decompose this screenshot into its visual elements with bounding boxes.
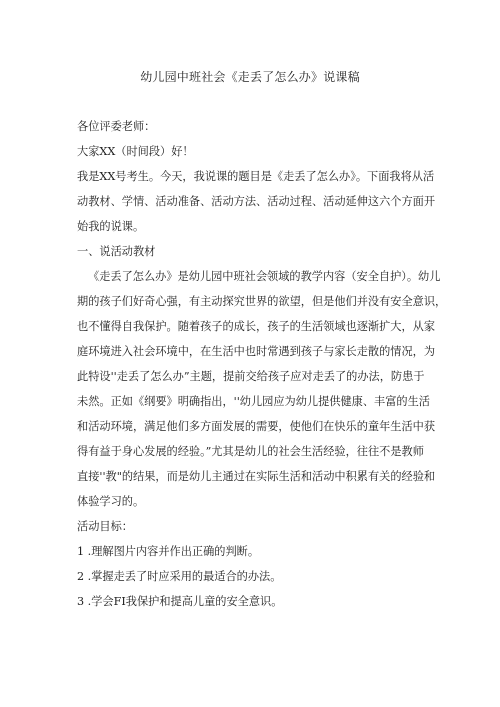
intro-line: 始我的说课。 <box>77 220 145 233</box>
intro-paragraph <box>77 164 436 239</box>
intro-line: 我是XX号考生。今天，我说课的题目是《走丢了怎么办》。下面我将从活 <box>77 170 435 183</box>
section-line: 也不懂得自我保护。随着孩子的成长，孩子的生活领域也逐渐扩大，从家 <box>77 320 436 333</box>
section-heading: 一、说活动教材 <box>77 245 156 258</box>
section-line: 和活动环境，满足他们多方面发展的需要，使他们在快乐的童年生活中获 <box>77 420 436 433</box>
section-line: 体验学习的。 <box>77 495 145 508</box>
document-title: 幼儿园中班社会《走丢了怎么办》说课稿 <box>140 70 360 84</box>
section-line: 庭环境进入社会环境中，在生活中也时常遇到孩子与家长走散的情况，为 <box>77 345 436 358</box>
objective-item: 3 .学会FI我保护和提高儿童的安全意识。 <box>77 595 283 608</box>
objectives-heading: 活动目标： <box>77 520 133 533</box>
section-line: 此特设''走丢了怎么办”主题，提前交给孩子应对走丢了的办法，防患于 <box>77 370 425 383</box>
section-line: 《走丢了怎么办》是幼儿园中班社会领域的教学内容（安全自护）。幼儿 <box>88 270 441 283</box>
section-line: 期的孩子们好奇心强，有主动探究世界的欲望，但是他们并没有安全意识， <box>77 295 447 308</box>
section-line: 直接''教"的结果，而是幼儿主通过在实际生活和活动中积累有关的经验和 <box>77 470 436 483</box>
section-line: 未然。正如《纲要》明确指出，''幼儿园应为幼儿提供健康、丰富的生活 <box>77 395 430 408</box>
objective-item: 2 .掌握走丢了时应采用的最适合的办法。 <box>77 570 282 583</box>
intro-line: 动教材、学情、活动准备、活动方法、活动过程、活动延伸这六个方面开 <box>77 195 436 208</box>
section-paragraph <box>77 264 447 514</box>
objective-item: 1 .理解图片内容并作出正确的判断。 <box>77 545 260 558</box>
document-body <box>77 114 447 614</box>
salutation: 各位评委老师： <box>77 120 156 133</box>
section-line: 得有益于身心发展的经验。”尤其是幼儿的社会生活经验，往往不是教师 <box>77 445 424 458</box>
greeting: 大家XX（时间段）好！ <box>77 145 194 158</box>
